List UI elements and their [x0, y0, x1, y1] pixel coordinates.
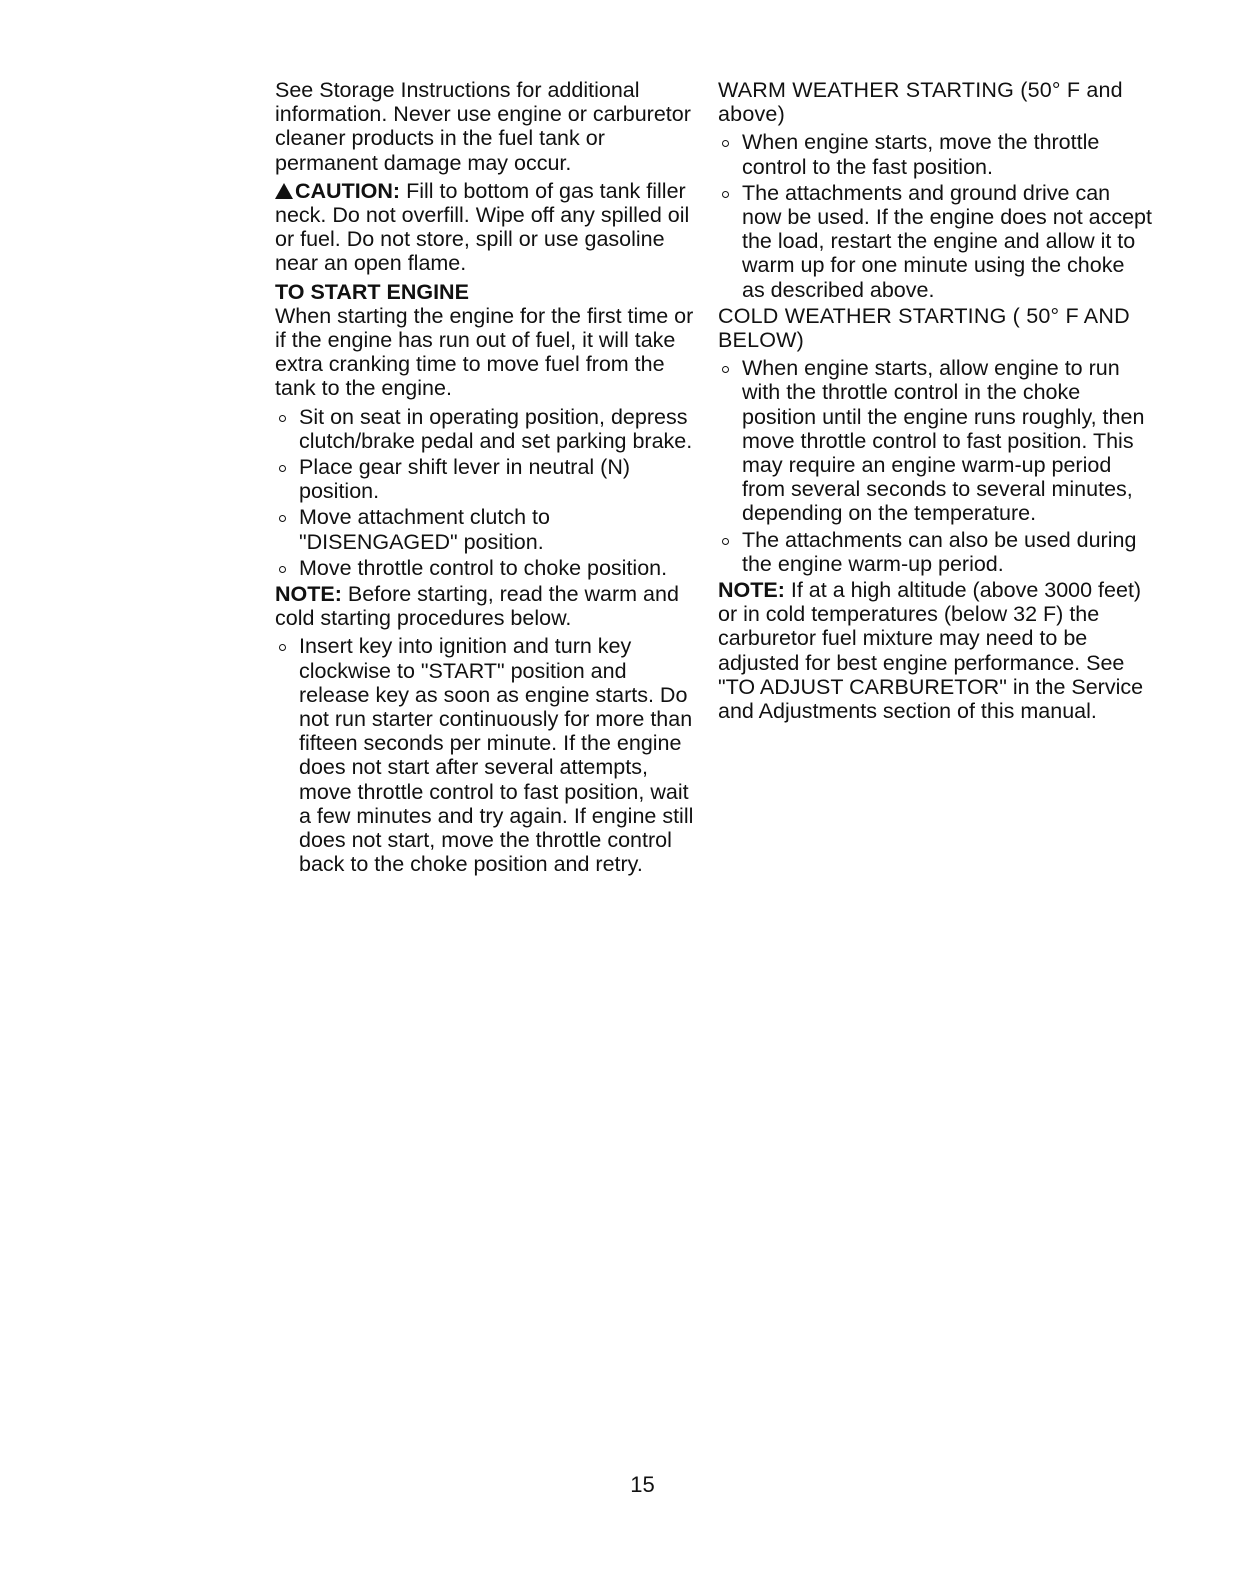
bullet-icon: [279, 415, 286, 422]
caution-text: Fill to bottom of gas tank filler neck. Do not overfill. Wipe off any spilled oil or fuel. Do not store, spill or use gasoline near an open flame.: [275, 178, 690, 276]
warm-steps-list: [718, 130, 1153, 301]
list-item: Sit on seat in operating position, depress clutch/brake pedal and set parking brake.: [275, 405, 695, 453]
start-engine-intro: When starting the engine for the first time or if the engine has run out of fuel, it will take extra cranking time to move fuel from the tank to the engine.: [275, 303, 694, 401]
caution-paragraph: [275, 179, 695, 276]
list-item: When engine starts, move the throttle control to the fast position.: [718, 130, 1153, 178]
bullet-icon: [279, 465, 286, 472]
warm-weather-heading: WARM WEATHER STARTING (50° F and above): [718, 78, 1123, 127]
note-label: NOTE:: [275, 582, 342, 607]
note-text: If at a high altitude (above 3000 feet) or in cold temperatures (below 32 F) the carburetor fuel mixture may need to be adjusted for best engine performance. See "TO ADJUST CARBURETOR" in the Service and Adjustments section of this manual.: [718, 578, 1144, 724]
cold-steps-list: [718, 356, 1153, 576]
bullet-icon: [722, 366, 729, 373]
list-item: Place gear shift lever in neutral (N) position.: [275, 455, 695, 503]
list-item: The attachments can also be used during the engine warm-up period.: [718, 528, 1153, 576]
bullet-icon: [279, 566, 286, 573]
list-item: Move throttle control to choke position.: [275, 556, 695, 580]
bullet-icon: [279, 644, 286, 651]
note-label: NOTE:: [718, 578, 785, 603]
bullet-icon: [722, 140, 729, 147]
bullet-icon: [722, 191, 729, 198]
page-number: 15: [630, 1472, 655, 1497]
start-steps-list: [275, 405, 695, 580]
ignition-steps-list: [275, 634, 695, 876]
cold-weather-heading: COLD WEATHER STARTING ( 50° F AND BELOW): [718, 303, 1130, 353]
right-column: [718, 78, 1153, 727]
left-column: [275, 78, 695, 879]
list-item: When engine starts, allow engine to run with the throttle control in the choke position until the engine runs roughly, then move throttle control to fast position. This may require an engine warm-up period from several seconds to several minutes, depending on the temperature.: [718, 356, 1153, 525]
bullet-icon: [722, 538, 729, 545]
start-engine-heading: TO START ENGINE: [275, 279, 469, 304]
list-item: The attachments and ground drive can now be used. If the engine does not accept the load, restart the engine and allow it to warm up for one minute using the choke as described above.: [718, 181, 1153, 302]
warning-triangle-icon: [275, 183, 293, 199]
note-paragraph: [275, 582, 695, 630]
list-item: Insert key into ignition and turn key clockwise to "START" position and release key as soon as engine starts. Do not run starter continuously for more than fifteen seconds per minute. If the engine does not start after several attempts, move throttle control to fast position, wait a few minutes and try again. If engine still does not start, move the throttle control back to the choke position and retry.: [275, 634, 695, 876]
altitude-note-paragraph: [718, 578, 1153, 723]
note-text: Before starting, read the warm and cold starting procedures below.: [275, 582, 679, 631]
caution-label: CAUTION:: [295, 178, 401, 203]
list-item: Move attachment clutch to "DISENGAGED" position.: [275, 505, 695, 553]
bullet-icon: [279, 515, 286, 522]
storage-intro: See Storage Instructions for additional information. Never use engine or carburetor cleaner products in the fuel tank or permanent damage may occur.: [275, 78, 691, 175]
